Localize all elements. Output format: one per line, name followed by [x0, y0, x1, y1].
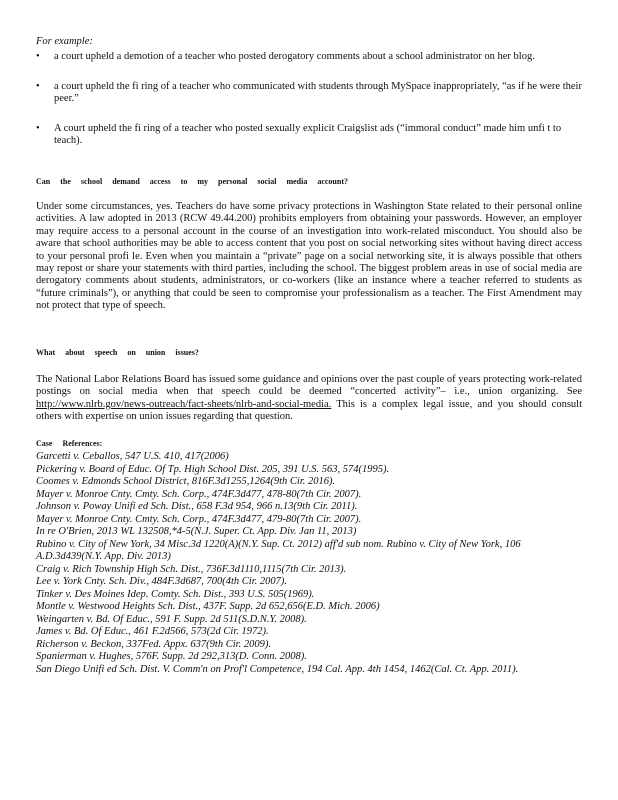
- case-reference: Craig v. Rich Township High Sch. Dist., 736F.3d1110,1115(7th Cir. 2013).: [36, 563, 347, 575]
- paragraph-account-access: Under some circumstances, yes. Teachers do have some privacy protections in Washington State related to their personal online activities. A law adopted in 2013 (RCW 49.44.200) prohibits employers from obtaining your passwords. However, an employer may require access to a personal account in the course of an investigation into work-related misconduct. You should also be aware that school authorities may be able to access content that you post on social networking sites without having direct access to your personal profi le. Even when you maintain a “private” page on a social networking site, it is always possible that others may repost or share your statements with third parties, including the school. The biggest problem areas in use of social media are derogatory comments about students, administrators, or co-workers (like an instance where a teacher referred to students as “future criminals”), or anything that could be seen to compromise your professionalism as a teacher. The First Amendment may not protect that type of speech.: [36, 201, 582, 312]
- example-item: [36, 51, 582, 64]
- bullet-icon: •: [36, 80, 40, 92]
- case-reference: Montle v. Westwood Heights Sch. Dist., 437F. Supp. 2d 652,656(E.D. Mich. 2006): [36, 601, 380, 612]
- section-heading-account-access: Can the school demand access to my personal social media account?: [36, 177, 348, 186]
- example-text: a court upheld a demotion of a teacher who posted derogatory comments about a school administrator on her blog.: [54, 51, 535, 62]
- example-item: [36, 81, 582, 106]
- case-reference: Spanierman v. Hughes, 576F. Supp. 2d 292,313(D. Conn. 2008).: [36, 651, 307, 662]
- examples-intro: For example:: [36, 36, 93, 47]
- example-text: A court upheld the fi ring of a teacher who posted sexually explicit Craigslist ads (“immoral conduct” made him unfi t to teach).: [54, 122, 562, 146]
- example-item: [36, 123, 582, 148]
- case-reference: Rubino v. City of New York, 34 Misc.3d 1220(A)(N.Y. Sup. Ct. 2012) aff'd sub nom. Rubino v. City of New York, 106 A.D.3d439(N.Y. App. Div. 2013): [36, 538, 521, 562]
- case-reference: Mayer v. Monroe Cnty. Cmty. Sch. Corp., 474F.3d477, 479-80(7th Cir. 2007).: [36, 513, 362, 525]
- example-text: a court upheld the fi ring of a teacher who communicated with students through MySpace inappropriately, “as if he were their peer.”: [54, 80, 582, 104]
- case-reference: Garcetti v. Ceballos, 547 U.S. 410, 417(2006): [36, 451, 229, 462]
- bullet-icon: •: [36, 51, 40, 62]
- case-reference: Pickering v. Board of Educ. Of Tp. High School Dist. 205, 391 U.S. 563, 574(1995).: [36, 463, 390, 475]
- paragraph-union-speech: [36, 374, 582, 424]
- case-references-list: [36, 451, 596, 676]
- case-reference: Weingarten v. Bd. Of Educ., 591 F. Supp. 2d 511(S.D.N.Y. 2008).: [36, 613, 307, 625]
- examples-list: [36, 51, 582, 165]
- section-heading-union-speech: What about speech on union issues?: [36, 348, 199, 357]
- case-reference: Coomes v. Edmonds School District, 816F.3d1255,1264(9th Cir. 2016).: [36, 476, 336, 487]
- nlrb-link[interactable]: http://www.nlrb.gov/news-outreach/fact-sheets/nlrb-and-social-media.: [36, 398, 332, 410]
- case-reference: James v. Bd. Of Educ., 461 F.2d566, 573(2d Cir. 1972).: [36, 626, 269, 637]
- bullet-icon: •: [36, 122, 40, 134]
- union-text-end: This is a complex legal issue, and you should consult others with expertise on union issues regarding that question.: [36, 398, 582, 423]
- case-references-heading: Case References:: [36, 439, 103, 448]
- case-reference: Mayer v. Monroe Cnty. Cmty. Sch. Corp., 474F.3d477, 478-80(7th Cir. 2007).: [36, 488, 362, 500]
- case-reference: Richerson v. Beckon, 337Fed. Appx. 637(9th Cir. 2009).: [36, 638, 271, 650]
- case-reference: Tinker v. Des Moines Idep. Comty. Sch. Dist., 393 U.S. 505(1969).: [36, 588, 315, 600]
- case-reference: In re O'Brien, 2013 WL 132508,*4-5(N.J. Super. Ct. App. Div. Jan 11, 2013): [36, 526, 357, 537]
- case-reference: San Diego Unifi ed Sch. Dist. V. Comm'n on Prof'l Competence, 194 Cal. App. 4th 1454, 1462(Cal. Ct. App. 2011).: [36, 663, 519, 675]
- case-reference: Lee v. York Cnty. Sch. Div., 484F.3d687, 700(4th Cir. 2007).: [36, 576, 288, 587]
- union-text-start: The National Labor Relations Board has issued some guidance and opinions over the past couple of years protecting work-related postings on social media when that speech could be deemed “concerted activity”– i.e., union organizing. See: [36, 374, 582, 398]
- case-reference: Johnson v. Poway Unifi ed Sch. Dist., 658 F.3d 954, 966 n.13(9th Cir. 2011).: [36, 501, 358, 512]
